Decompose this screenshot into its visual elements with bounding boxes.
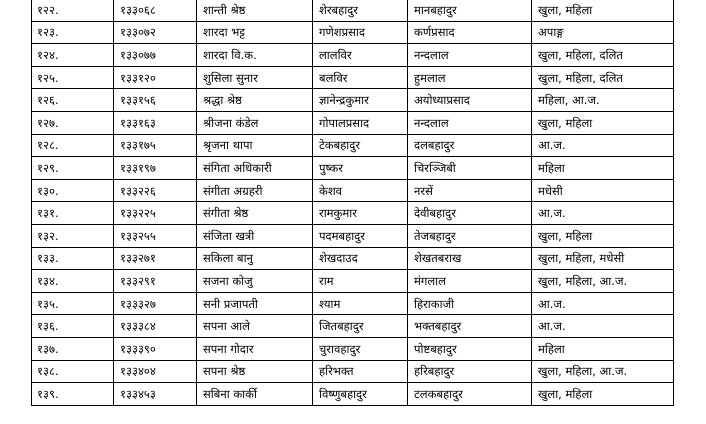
father-name-cell: शेरबहादुर: [313, 0, 408, 21]
roll-number-cell: १३३१९७: [114, 157, 197, 180]
table-row: [32, 0, 674, 21]
roll-number-cell: १३३१७५: [114, 134, 197, 157]
grandfather-name-cell: भक्तबहादुर: [408, 315, 532, 338]
grandfather-name-cell: हरिबहादुर: [408, 360, 532, 383]
father-name-cell: पुष्कर: [313, 157, 408, 180]
roll-number-cell: १३३१२०: [114, 66, 197, 89]
candidate-name-cell: श्रद्धा श्रेष्ठ: [197, 89, 313, 112]
table-row: [32, 134, 674, 157]
table-row: [32, 360, 674, 383]
table-row: [32, 111, 674, 134]
grandfather-name-cell: हुमलाल: [408, 66, 532, 89]
quota-category-cell: खुला, महिला, मधेसी: [532, 247, 674, 270]
serial-number-cell: १३२.: [32, 224, 114, 247]
father-name-cell: पदमबहादुर: [313, 224, 408, 247]
quota-category-cell: आ.ज.: [532, 134, 674, 157]
serial-number-cell: १२३.: [32, 21, 114, 44]
roll-number-cell: १३३२२६: [114, 179, 197, 202]
table-row: [32, 21, 674, 44]
roll-number-cell: १३३२२५: [114, 202, 197, 225]
table-row: [32, 157, 674, 180]
quota-category-cell: खुला, महिला, दलित: [532, 44, 674, 67]
serial-number-cell: १३६.: [32, 315, 114, 338]
table-row: [32, 89, 674, 112]
candidate-name-cell: सनी प्रजापती: [197, 292, 313, 315]
candidate-name-cell: शारदा वि.क.: [197, 44, 313, 67]
quota-category-cell: महिला, आ.ज.: [532, 89, 674, 112]
quota-category-cell: खुला, महिला: [532, 0, 674, 21]
candidate-name-cell: श्रीजना कंडेल: [197, 111, 313, 134]
candidate-name-cell: संगिता अधिकारी: [197, 157, 313, 180]
quota-category-cell: महिला: [532, 157, 674, 180]
serial-number-cell: १३८.: [32, 360, 114, 383]
table-row: [32, 292, 674, 315]
father-name-cell: विष्णुबहादुर: [313, 383, 408, 406]
father-name-cell: गोपालप्रसाद: [313, 111, 408, 134]
father-name-cell: श्याम: [313, 292, 408, 315]
candidate-name-cell: शारदा भट्ट: [197, 21, 313, 44]
quota-category-cell: आ.ज.: [532, 202, 674, 225]
serial-number-cell: १३५.: [32, 292, 114, 315]
roll-number-cell: १३३०६८: [114, 0, 197, 21]
candidate-name-cell: सकिला बानु: [197, 247, 313, 270]
candidate-name-cell: सजना कोजु: [197, 270, 313, 293]
roll-number-cell: १३३२९१: [114, 270, 197, 293]
grandfather-name-cell: टलकबहादुर: [408, 383, 532, 406]
candidate-name-cell: संजिता खत्री: [197, 224, 313, 247]
grandfather-name-cell: नन्दलाल: [408, 111, 532, 134]
grandfather-name-cell: पोष्टबहादुर: [408, 337, 532, 360]
grandfather-name-cell: कर्णप्रसाद: [408, 21, 532, 44]
table-row: [32, 66, 674, 89]
quota-category-cell: खुला, महिला: [532, 224, 674, 247]
quota-category-cell: खुला, महिला, आ.ज.: [532, 270, 674, 293]
serial-number-cell: १३१.: [32, 202, 114, 225]
serial-number-cell: १३३.: [32, 247, 114, 270]
serial-number-cell: १२८.: [32, 134, 114, 157]
roll-number-cell: १३३०७७: [114, 44, 197, 67]
grandfather-name-cell: मंगलाल: [408, 270, 532, 293]
table-row: [32, 247, 674, 270]
roll-number-cell: १३३२५५: [114, 224, 197, 247]
candidate-name-cell: सपना गोदार: [197, 337, 313, 360]
table-row: [32, 179, 674, 202]
quota-category-cell: महिला: [532, 337, 674, 360]
father-name-cell: टेकबहादुर: [313, 134, 408, 157]
table-row: [32, 270, 674, 293]
grandfather-name-cell: दलबहादुर: [408, 134, 532, 157]
grandfather-name-cell: अयोध्याप्रसाद: [408, 89, 532, 112]
roll-number-cell: १३३०७२: [114, 21, 197, 44]
roll-number-cell: १३३३२७: [114, 292, 197, 315]
roll-number-cell: १३३२७१: [114, 247, 197, 270]
father-name-cell: राम: [313, 270, 408, 293]
serial-number-cell: १२७.: [32, 111, 114, 134]
quota-category-cell: मधेसी: [532, 179, 674, 202]
candidate-name-cell: सबिना कार्की: [197, 383, 313, 406]
table-row: [32, 383, 674, 406]
candidate-name-cell: संगीता अग्रहरी: [197, 179, 313, 202]
candidate-name-cell: सपना श्रेष्ठ: [197, 360, 313, 383]
candidate-list-table: [31, 0, 674, 406]
quota-category-cell: अपाङ्ग: [532, 21, 674, 44]
quota-category-cell: खुला, महिला: [532, 383, 674, 406]
grandfather-name-cell: नन्दलाल: [408, 44, 532, 67]
candidate-name-cell: शान्ती श्रेष्ठ: [197, 0, 313, 21]
serial-number-cell: १२२.: [32, 0, 114, 21]
roll-number-cell: १३३१६३: [114, 111, 197, 134]
grandfather-name-cell: चिरञ्जिबी: [408, 157, 532, 180]
serial-number-cell: १३९.: [32, 383, 114, 406]
table-row: [32, 202, 674, 225]
grandfather-name-cell: नरसें: [408, 179, 532, 202]
father-name-cell: केशव: [313, 179, 408, 202]
father-name-cell: जितबहादुर: [313, 315, 408, 338]
father-name-cell: शेखदाउद: [313, 247, 408, 270]
quota-category-cell: खुला, महिला: [532, 111, 674, 134]
father-name-cell: हरिभक्त: [313, 360, 408, 383]
grandfather-name-cell: मानबहादुर: [408, 0, 532, 21]
serial-number-cell: १२५.: [32, 66, 114, 89]
serial-number-cell: १३४.: [32, 270, 114, 293]
serial-number-cell: १३७.: [32, 337, 114, 360]
serial-number-cell: १३०.: [32, 179, 114, 202]
roll-number-cell: १३३४०४: [114, 360, 197, 383]
quota-category-cell: खुला, महिला, आ.ज.: [532, 360, 674, 383]
table-row: [32, 315, 674, 338]
roll-number-cell: १३३४५३: [114, 383, 197, 406]
grandfather-name-cell: शेखतबराख: [408, 247, 532, 270]
grandfather-name-cell: हिराकाजी: [408, 292, 532, 315]
father-name-cell: रामकुमार: [313, 202, 408, 225]
grandfather-name-cell: तेजबहादुर: [408, 224, 532, 247]
candidate-name-cell: सपना आले: [197, 315, 313, 338]
roll-number-cell: १३३३९०: [114, 337, 197, 360]
candidate-name-cell: शुसिला सुनार: [197, 66, 313, 89]
table-row: [32, 224, 674, 247]
candidate-table-body: [32, 0, 674, 405]
father-name-cell: ज्ञानेन्द्रकुमार: [313, 89, 408, 112]
table-row: [32, 337, 674, 360]
father-name-cell: बलविर: [313, 66, 408, 89]
father-name-cell: लालविर: [313, 44, 408, 67]
candidate-table-container: [31, 0, 673, 408]
father-name-cell: चुरावहादुर: [313, 337, 408, 360]
candidate-name-cell: संगीता श्रेष्ठ: [197, 202, 313, 225]
quota-category-cell: खुला, महिला, दलित: [532, 66, 674, 89]
serial-number-cell: १२४.: [32, 44, 114, 67]
table-row: [32, 44, 674, 67]
serial-number-cell: १२६.: [32, 89, 114, 112]
serial-number-cell: १२९.: [32, 157, 114, 180]
quota-category-cell: आ.ज.: [532, 292, 674, 315]
quota-category-cell: आ.ज.: [532, 315, 674, 338]
candidate-name-cell: श्रृजना थापा: [197, 134, 313, 157]
grandfather-name-cell: देवीबहादुर: [408, 202, 532, 225]
roll-number-cell: १३३३८४: [114, 315, 197, 338]
father-name-cell: गणेशप्रसाद: [313, 21, 408, 44]
roll-number-cell: १३३१५६: [114, 89, 197, 112]
